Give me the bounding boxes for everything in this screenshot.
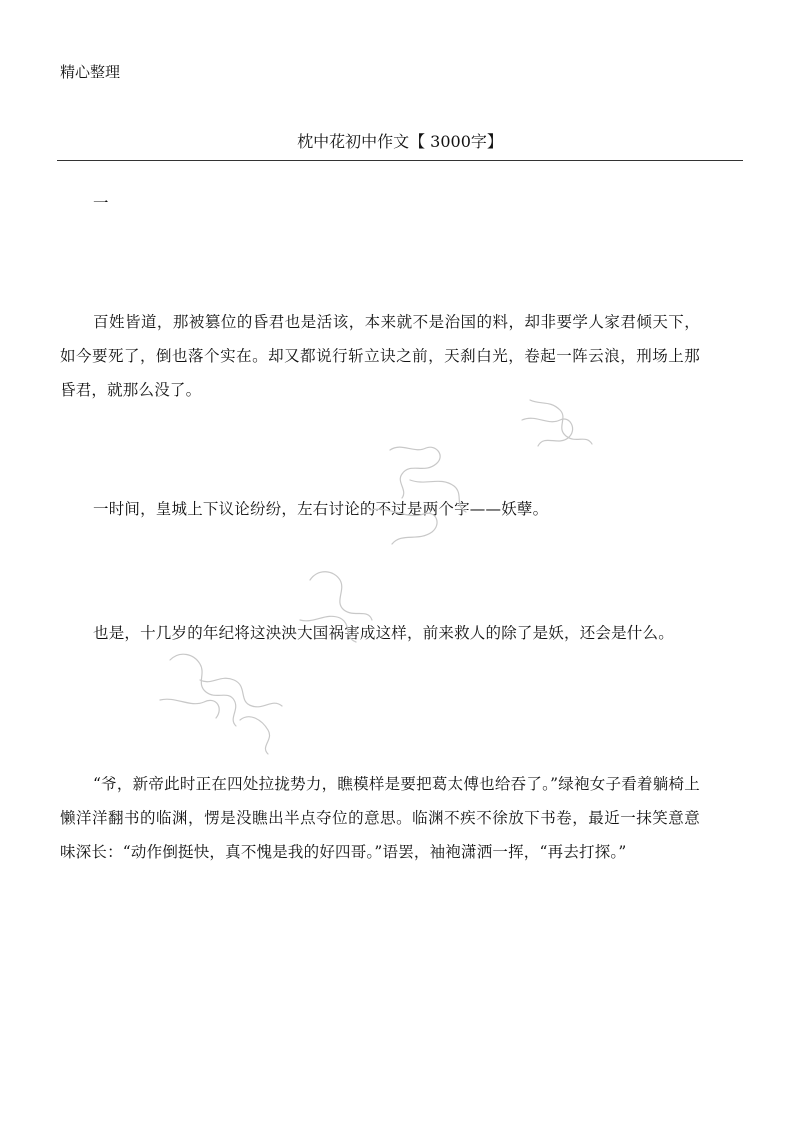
header-label: 精心整理 xyxy=(60,63,121,81)
paragraph-1: 百姓皆道，那被篡位的昏君也是活该，本来就不是治国的料，却非要学人家君倾天下，如今要死了，倒也落个实在。却又都说行斩立诀之前，天刹白光，卷起一阵云浪，刑场上那昏君，就那么没了。 xyxy=(60,313,700,399)
paragraph-3: 也是，十几岁的年纪将这泱泱大国祸害成这样，前来救人的除了是妖，还会是什么。 xyxy=(93,624,674,642)
section-number: 一 xyxy=(93,194,109,212)
paragraph-4: “爷，新帝此时正在四处拉拢势力，瞧模样是要把葛太傅也给吞了。”绿袍女子看着躺椅上懒洋洋翻书的临渊，愣是没瞧出半点夺位的意思。临渊不疾不徐放下书卷，最近一抹笑意意味深长：“动作倒挺快，真不愧是我的好四哥。”语罢，袖袍潇洒一挥，“再去打探。” xyxy=(60,775,700,861)
watermark-stamp xyxy=(130,380,610,780)
paragraph-2: 一时间，皇城上下议论纷纷，左右讨论的不过是两个字——妖孽。 xyxy=(93,500,549,518)
title-divider xyxy=(57,160,743,161)
document-title: 枕中花初中作文【 3000字】 xyxy=(297,132,503,151)
